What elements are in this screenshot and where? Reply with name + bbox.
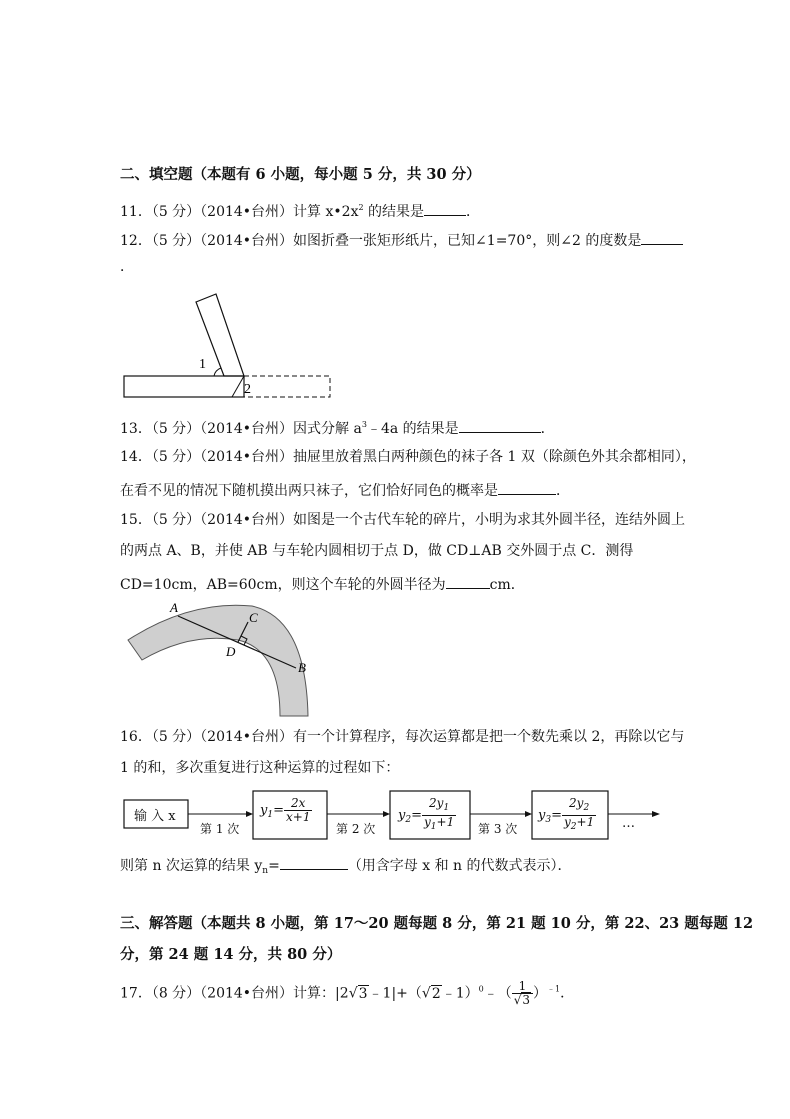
q11-exponent: 2 (358, 203, 364, 212)
q12-line2: ． (120, 259, 134, 275)
angle-1-arc (214, 368, 221, 376)
question-17: 17．（8 分）（2014•台州）计算：|2√3﹣1|+（√2﹣1）$^0$﹣（ $\frac{1}{√3}$ ）$^{﹣1}$． (120, 979, 575, 1007)
q15-line2: 的两点 A、B，并使 AB 与车轮内圆相切于点 D，做 CD⊥AB 交外圆于点 C．测得 (120, 543, 634, 559)
ellipsis: … (622, 816, 635, 831)
step-3-label: 第 3 次 (478, 822, 518, 836)
q16-line2: 1 的和，多次重复进行这种运算的过程如下： (120, 760, 400, 776)
box1-formula: $y_1=$ $\frac{2x}{x+1}$ (260, 796, 311, 824)
q13-prefix: 13．（5 分）（2014•台州）因式分解 a (120, 421, 362, 437)
q14-answer-blank[interactable] (498, 480, 556, 495)
rectangle-strip (124, 376, 244, 397)
q13-end: ． (540, 421, 555, 437)
input-box-label: 输 入 x (134, 809, 176, 824)
q11-suffix: 的结果是 (363, 204, 425, 220)
q16-text: 则第 n 次运算的结果 y (120, 858, 263, 874)
q15-wheel-fragment-figure (120, 598, 320, 720)
q15-line3 (120, 574, 525, 594)
section3-title-line2: 分，第 24 题 14 分，共 80 分） (120, 946, 342, 963)
sqrt-2: 2 (431, 985, 441, 1002)
point-a-label: A (170, 600, 178, 615)
q11-end: ． (466, 204, 481, 220)
q15-line1: 15．（5 分）（2014•台州）如图是一个古代车轮的碎片，小明为求其外圆半径，连结外圆上 (120, 512, 686, 528)
q14-end: ． (556, 483, 570, 499)
q12-folded-paper-figure (120, 290, 340, 402)
q14-line1: 14．（5 分）（2014•台州）抽屉里放着黑白两种颜色的袜子各 1 双（除颜色外其余都相同）， (120, 449, 696, 465)
angle-2-label: 2 (244, 382, 251, 397)
q12-text: 12．（5 分）（2014•台州）如图折叠一张矩形纸片，已知∠1=70°，则∠2 的度数是 (120, 233, 642, 249)
point-c-label: C (249, 610, 258, 625)
section2-title: 二、填空题（本题有 6 小题，每小题 5 分，共 30 分） (120, 166, 481, 183)
q15-unit: cm． (489, 577, 525, 593)
q11-answer-blank[interactable] (424, 201, 466, 216)
q12-answer-blank[interactable] (641, 230, 683, 245)
wheel-fragment (128, 605, 308, 716)
q14-text: 在看不见的情况下随机摸出两只袜子，它们恰好同色的概率是 (120, 483, 498, 499)
q15-answer-blank[interactable] (446, 574, 490, 589)
question-11 (120, 199, 480, 221)
q16-note: （用含字母 x 和 n 的代数式表示）． (347, 858, 572, 874)
point-d-label: D (226, 644, 236, 659)
question-12 (120, 230, 683, 250)
point-b-label: B (298, 660, 306, 675)
q13-mid: ﹣4a 的结果是 (366, 421, 459, 437)
q16-answer-blank[interactable] (280, 855, 348, 870)
q15-text: CD=10cm，AB=60cm，则这个车轮的外圆半径为 (120, 577, 446, 593)
dashed-original-part (244, 376, 330, 397)
q16-line3 (120, 855, 572, 880)
question-13 (120, 416, 555, 438)
q16-equals: = (268, 858, 280, 874)
q13-answer-blank[interactable] (459, 418, 541, 433)
q16-subscript-n: n (262, 866, 269, 876)
q16-flowchart (120, 788, 660, 844)
fold-line (232, 376, 244, 397)
section3-title-line1: 三、解答题（本题共 8 小题，第 17～20 题每题 8 分，第 21 题 10 分，第 22、23 题每题 12 (120, 915, 754, 932)
step-2-label: 第 2 次 (336, 822, 376, 836)
q11-prefix: 11．（5 分）（2014•台州）计算 (120, 204, 326, 220)
q11-expr: x•2x (325, 204, 359, 220)
box2-formula: $y_2=$ $\frac{2y_1}{y_1+1}$ (398, 796, 455, 832)
q16-line1: 16．（5 分）（2014•台州）有一个计算程序，每次运算都是把一个数先乘以 2，再除以它与 (120, 729, 685, 745)
sqrt-3: 3 (358, 985, 368, 1002)
box3-formula: $y_3=$ $\frac{2y_2}{y_2+1}$ (538, 796, 595, 832)
step-1-label: 第 1 次 (200, 822, 240, 836)
q14-line2 (120, 480, 570, 500)
q13-exponent: 3 (361, 420, 367, 429)
angle-1-label: 1 (199, 357, 206, 372)
